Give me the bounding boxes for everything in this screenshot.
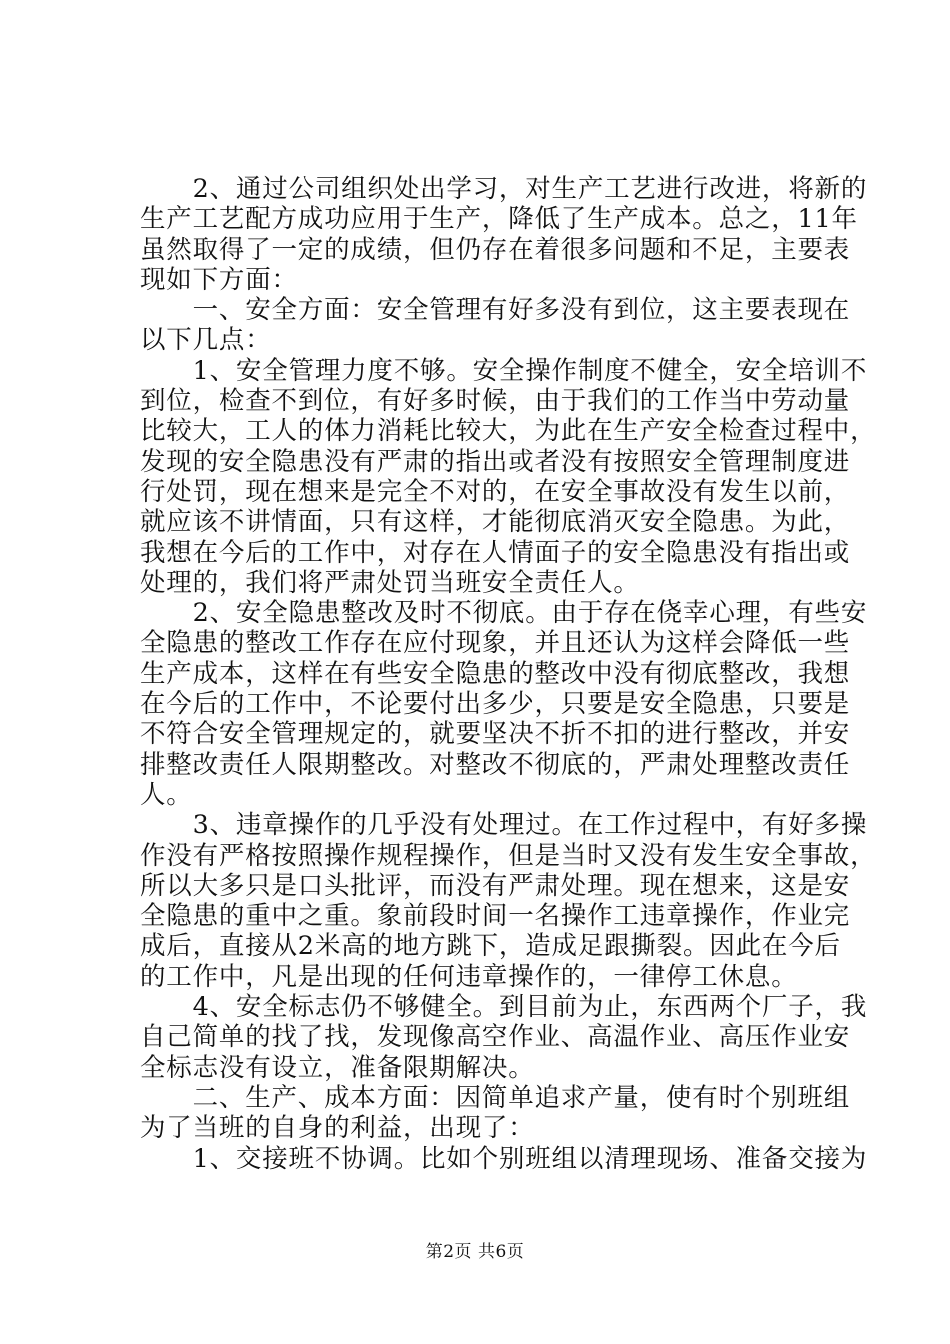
text-line: 成后，直接从2米高的地方跳下，造成足跟撕裂。因此在今后 bbox=[140, 931, 841, 962]
text-line: 自己简单的找了找，发现像高空作业、高温作业、高压作业安 bbox=[140, 1022, 851, 1053]
text-line: 全隐患的整改工作存在应付现象，并且还认为这样会降低一些 bbox=[140, 628, 851, 659]
text-line: 我想在今后的工作中，对存在人情面子的安全隐患没有指出或 bbox=[140, 537, 851, 568]
text-line: 生产成本，这样在有些安全隐患的整改中没有彻底整改，我想 bbox=[140, 658, 851, 689]
page-number-footer: 第2页 共6页 bbox=[425, 1242, 525, 1262]
text-line: 行处罚，现在想来是完全不对的，在安全事故没有发生以前， bbox=[140, 476, 851, 507]
text-line: 人。 bbox=[140, 779, 193, 810]
text-line: 二、生产、成本方面：因简单追求产量，使有时个别班组 bbox=[140, 1082, 851, 1113]
text-line: 3、违章操作的几乎没有处理过。在工作过程中，有好多操 bbox=[140, 810, 868, 841]
text-line: 1、安全管理力度不够。安全操作制度不健全，安全培训不 bbox=[140, 355, 868, 386]
text-line: 比较大，工人的体力消耗比较大，为此在生产安全检查过程中， bbox=[140, 416, 877, 447]
text-line: 为了当班的自身的利益，出现了： bbox=[140, 1113, 535, 1144]
text-line: 生产工艺配方成功应用于生产，降低了生产成本。总之，11年 bbox=[140, 204, 858, 235]
text-line: 4、安全标志仍不够健全。到目前为止，东西两个厂子，我 bbox=[140, 992, 868, 1023]
text-line: 发现的安全隐患没有严肃的指出或者没有按照安全管理制度进 bbox=[140, 446, 851, 477]
text-line: 所以大多只是口头批评，而没有严肃处理。现在想来，这是安 bbox=[140, 870, 851, 901]
text-line: 作没有严格按照操作规程操作，但是当时又没有发生安全事故， bbox=[140, 840, 877, 871]
text-line: 就应该不讲情面，只有这样，才能彻底消灭安全隐患。为此， bbox=[140, 507, 851, 538]
text-line: 的工作中，凡是出现的任何违章操作的，一律停工休息。 bbox=[140, 961, 798, 992]
document-body bbox=[140, 174, 877, 1174]
text-line: 全隐患的重中之重。象前段时间一名操作工违章操作，作业完 bbox=[140, 901, 851, 932]
text-line: 排整改责任人限期整改。对整改不彻底的，严肃处理整改责任 bbox=[140, 749, 851, 780]
text-line: 不符合安全管理规定的，就要坚决不折不扣的进行整改，并安 bbox=[140, 719, 851, 750]
text-line: 1、交接班不协调。比如个别班组以清理现场、准备交接为 bbox=[140, 1143, 868, 1174]
text-line: 处理的，我们将严肃处罚当班安全责任人。 bbox=[140, 567, 640, 598]
text-line: 2、安全隐患整改及时不彻底。由于存在侥幸心理，有些安 bbox=[140, 598, 868, 629]
text-line: 2、通过公司组织处出学习，对生产工艺进行改进，将新的 bbox=[140, 174, 868, 204]
text-line: 全标志没有设立，准备限期解决。 bbox=[140, 1052, 535, 1083]
text-line: 现如下方面： bbox=[140, 264, 298, 295]
text-line: 在今后的工作中，不论要付出多少，只要是安全隐患，只要是 bbox=[140, 689, 851, 720]
text-line: 虽然取得了一定的成绩，但仍存在着很多问题和不足，主要表 bbox=[140, 234, 851, 265]
text-line: 以下几点： bbox=[140, 325, 272, 356]
text-line: 到位，检查不到位，有好多时候，由于我们的工作当中劳动量 bbox=[140, 386, 851, 417]
text-line: 一、安全方面：安全管理有好多没有到位，这主要表现在 bbox=[140, 295, 851, 326]
